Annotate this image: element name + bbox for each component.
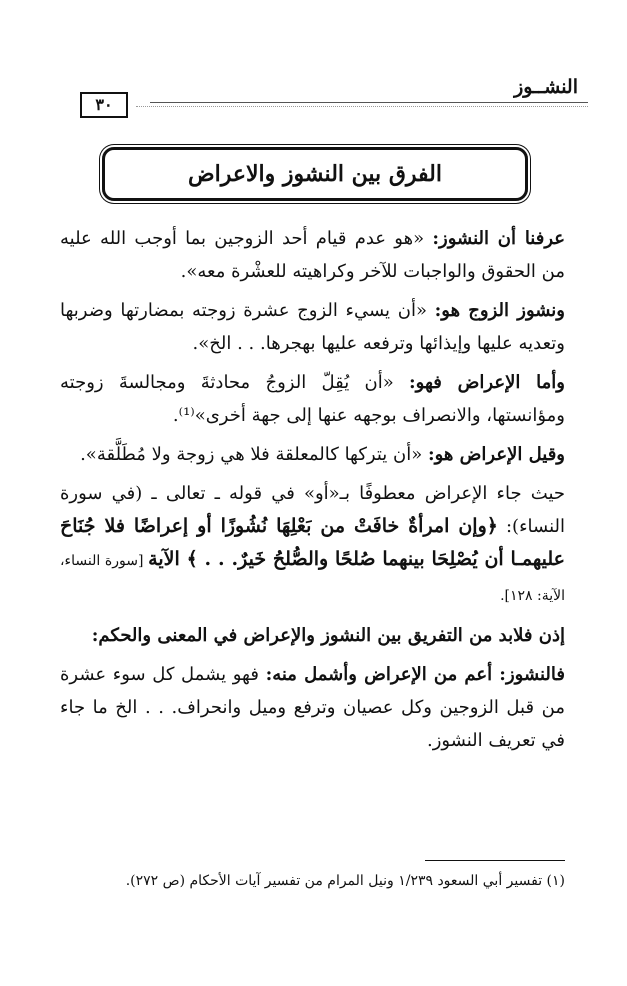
paragraph — [60, 438, 565, 471]
header-dotted-rule — [136, 106, 588, 107]
verse-reference: [سورة النساء، الآية: ١٢٨]. — [60, 553, 565, 604]
paragraph-text: «هو عدم قيام أحد الزوجين بما أوجب الله عليه من الحقوق والواجبات للآخر وكراهيته للعشْرة معه». — [60, 228, 565, 282]
footnote-rule — [425, 860, 565, 861]
page-header — [40, 74, 588, 114]
page-number: ٣٠ — [80, 92, 128, 118]
section-title: الفرق بين النشوز والاعراض — [188, 161, 442, 187]
quran-verse: ﴿وإن امرأةٌ خافَتْ من بَعْلِهَا نُشُوزًا أو إعراضًا فلا جُنَاحَ عليهمـا أن يُصْلِحَا بينهما صُلحًا والصُّلحُ خَيرٌ. . . ﴾ الآية — [60, 515, 565, 570]
paragraph — [60, 477, 565, 613]
body-text — [60, 222, 565, 763]
paragraph-text: «أن يُقِلّ الزوجُ محادثةَ ومجالسةَ زوجته ومؤانستها، والانصراف بوجهه عنها إلى جهة أخرى»⁽¹⁾. — [60, 372, 565, 426]
paragraph-text: إذن فلابد من التفريق بين النشوز والإعراض في المعنى والحكم: — [91, 625, 565, 646]
paragraph-label: ونشوز الزوج هو: — [434, 300, 566, 321]
paragraph-text: «أن يسيء الزوج عشرة زوجته بمضارتها وضربها وتعديه عليها وإيذائها وترفعه عليها بهجرها. . . الخ». — [60, 300, 565, 354]
paragraph — [60, 294, 565, 360]
paragraph-label: فالنشوز: أعم من الإعراض وأشمل منه: — [265, 664, 566, 685]
paragraph-text: «أن يتركها كالمعلقة فلا هي زوجة ولا مُطَلَّقة». — [80, 444, 428, 465]
footnote: (١) تفسير أبي السعود ١/٢٣٩ ونيل المرام من تفسير آيات الأحكام (ص ٢٧٢). — [125, 873, 565, 889]
paragraph-label: عرفنا أن النشوز: — [432, 228, 566, 249]
running-title: النشــوز — [514, 76, 578, 98]
paragraph-label: وأما الإعراض فهو: — [409, 372, 565, 393]
paragraph — [60, 658, 565, 757]
paragraph — [60, 222, 565, 288]
paragraph-label: وقيل الإعراض هو: — [427, 444, 565, 465]
paragraph — [60, 366, 565, 432]
section-title-frame — [102, 147, 528, 201]
paragraph-text: حيث جاء الإعراض معطوفًا بـ«أو» في قوله ـ تعالى ـ (في سورة النساء): — [60, 483, 565, 537]
header-rule — [150, 102, 588, 103]
paragraph-text: فهو يشمل كل سوء عشرة من قبل الزوجين وكل عصيان وترفع وميل وانحراف. . . الخ ما جاء في تعريف النشوز. — [60, 664, 565, 751]
